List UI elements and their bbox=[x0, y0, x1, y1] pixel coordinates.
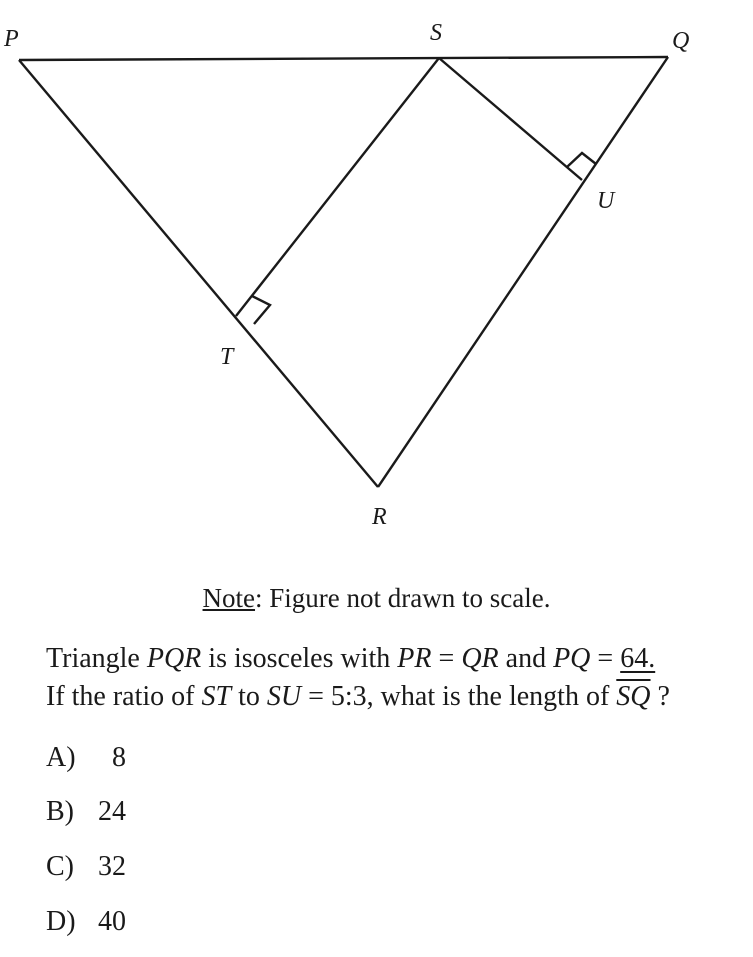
segment-qr bbox=[378, 57, 668, 487]
point-label-p: P bbox=[4, 26, 19, 52]
figure-note bbox=[0, 583, 753, 614]
choice-value: 40 bbox=[98, 906, 126, 937]
point-label-u: U bbox=[597, 188, 615, 214]
choice-value: 32 bbox=[98, 851, 126, 882]
choice-value: 24 bbox=[98, 796, 126, 827]
choice-letter: B) bbox=[46, 796, 74, 827]
point-label-t: T bbox=[220, 344, 234, 370]
right-angle-mark-t bbox=[252, 296, 270, 324]
choice-letter: A) bbox=[46, 742, 76, 773]
pq-value: 64. bbox=[620, 643, 656, 674]
segment-st bbox=[236, 58, 439, 316]
answer-choice-a[interactable] bbox=[46, 742, 126, 774]
answer-choice-d[interactable] bbox=[46, 906, 126, 938]
choice-letter: C) bbox=[46, 851, 74, 882]
segment-su bbox=[439, 58, 582, 180]
point-label-q: Q bbox=[672, 28, 690, 54]
choice-value: 8 bbox=[112, 742, 126, 773]
problem-line-1: Triangle PQR is isosceles with PR = QR and PQ = 64. bbox=[46, 643, 656, 674]
choice-letter: D) bbox=[46, 906, 76, 937]
problem-line-2: If the ratio of ST to SU = 5:3, what is the length of $\overline{SQ}$ ? bbox=[46, 681, 670, 712]
segment-pr bbox=[19, 60, 378, 487]
point-label-r: R bbox=[372, 504, 387, 530]
right-angle-mark-u bbox=[567, 153, 596, 167]
problem-statement bbox=[46, 640, 670, 716]
segment-sq-notation: $\overline{SQ}$ bbox=[616, 681, 651, 712]
note-text: : Figure not drawn to scale. bbox=[255, 583, 551, 613]
answer-choice-c[interactable] bbox=[46, 851, 126, 883]
point-label-s: S bbox=[430, 20, 442, 46]
note-label: Note bbox=[202, 583, 256, 613]
answer-choice-b[interactable] bbox=[46, 796, 126, 828]
segment-pq bbox=[19, 57, 668, 60]
